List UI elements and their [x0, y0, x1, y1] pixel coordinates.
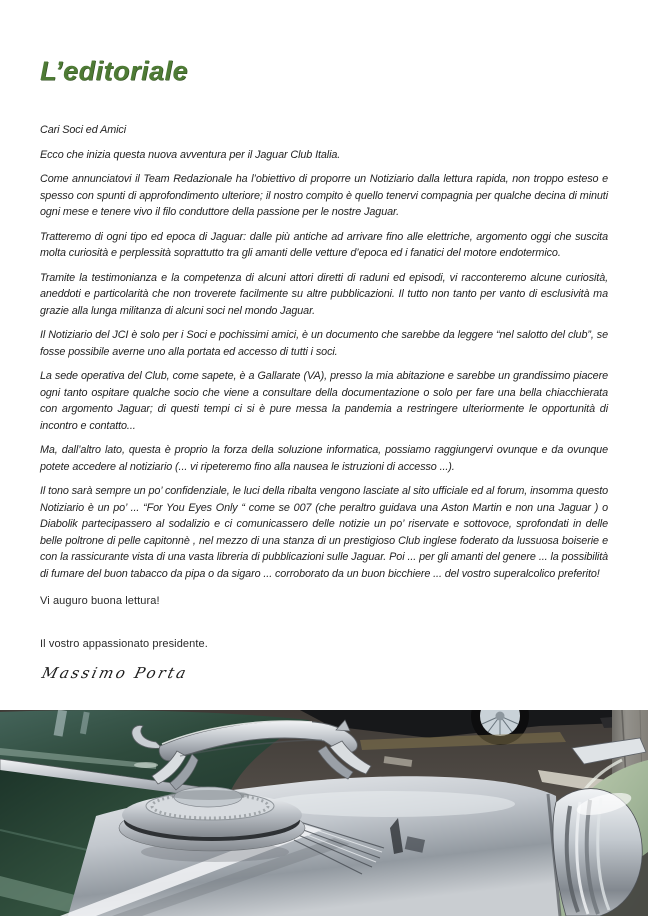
paragraph-5: Il Notiziario del JCI è solo per i Soci e pochissimi amici, è un documento che sarebbe da leggere “nel salotto del club”, se fosse possibile averne uno alla portata ed accesso di tutti i soci. — [40, 329, 608, 358]
paragraph-3: Tratteremo di ogni tipo ed epoca di Jaguar: dalle più antiche ad arrivare fino alle elettriche, argomento oggi che suscita molta curiosità e perplessità soprattutto tra gli amanti delle vetture d’epoca ed i fanatici del motore endotermico. — [40, 230, 608, 259]
paragraph-7: Ma, dall’altro lato, questa è proprio la forza della soluzione informatica, possiamo raggiungervi ovunque e da ovunque potete accedere al notiziario (... vi ripeteremo fino alla nausea le istruzioni di accesso ...). — [40, 444, 608, 473]
paragraph-8: Il tono sarà sempre un po’ confidenziale, le luci della ribalta vengono lasciate al sito ufficiale ed al forum, insomma questo Notiziario è un po’ ... “For You Eyes Only “ come se 007 (che peraltro guidava una Aston Martin e non una Jaguar ) o Diabolik partecipassero al sodalizio e ci comunicassero delle notizie un po’ riservate e sottovoce, sprofondati in delle belle poltrone di pelle capitonnè , nel mezzo di una stanza di un prestigioso Club inglese foderato da lussuosa boiserie e con la rassicurante vista di una vasta libreria di pubblicazioni sulle Jaguar. Poi ... per gli amanti del genere ... la possibilità di fumare del buon tabacco da pipa o da sigaro ... corroborato da un buon bicchiere ... del vostro superalcolico preferito! — [40, 485, 608, 580]
paragraph-4: Tramite la testimonianza e la competenza di alcuni attori diretti di raduni ed episodi, vi racconteremo alcune curiosità, aneddoti e particolarità che non troverete facilmente su altre pubblicazioni. Il tutto non tanto per vanto di esclusività ma grazie alla lunga militanza di alcuni soci nel mondo Jaguar. — [40, 271, 608, 317]
editorial-letter — [40, 116, 608, 682]
president-signature: Massimo Porta — [40, 664, 191, 682]
editorial-photo — [0, 710, 648, 916]
page-title: L’editoriale — [40, 56, 189, 86]
paragraph-6: La sede operativa del Club, come sapete, è a Gallarate (VA), presso la mia abitazione e sarebbe un grandissimo piacere ogni tanto ospitare qualche socio che viene a consultare della documentazione o solo per fare una bella chiacchierata con argomento Jaguar; di questi tempi ci si è pure messa la pandemia a restringere ulteriormente le opportunità di incontro e contatto... — [40, 370, 608, 432]
jaguar-bonnet-photo-illustration — [0, 710, 648, 916]
paragraph-2: Come annunciatovi il Team Redazionale ha l’obiettivo di proporre un Notiziario dalla lettura rapida, non troppo esteso e spesso con spunti di approfondimento ulteriore; il nostro compito è quello tenervi compagnia per qualche decina di minuti ogni mese e tenere vivo il filo conduttore della passione per le nostre Jaguar. — [40, 173, 608, 218]
salutation: Cari Soci ed Amici — [40, 124, 126, 136]
closing-line: Vi auguro buona lettura! — [40, 595, 160, 607]
paragraph-1: Ecco che inizia questa nuova avventura per il Jaguar Club Italia. — [40, 148, 341, 161]
signoff-line: Il vostro appassionato presidente. — [40, 637, 208, 650]
